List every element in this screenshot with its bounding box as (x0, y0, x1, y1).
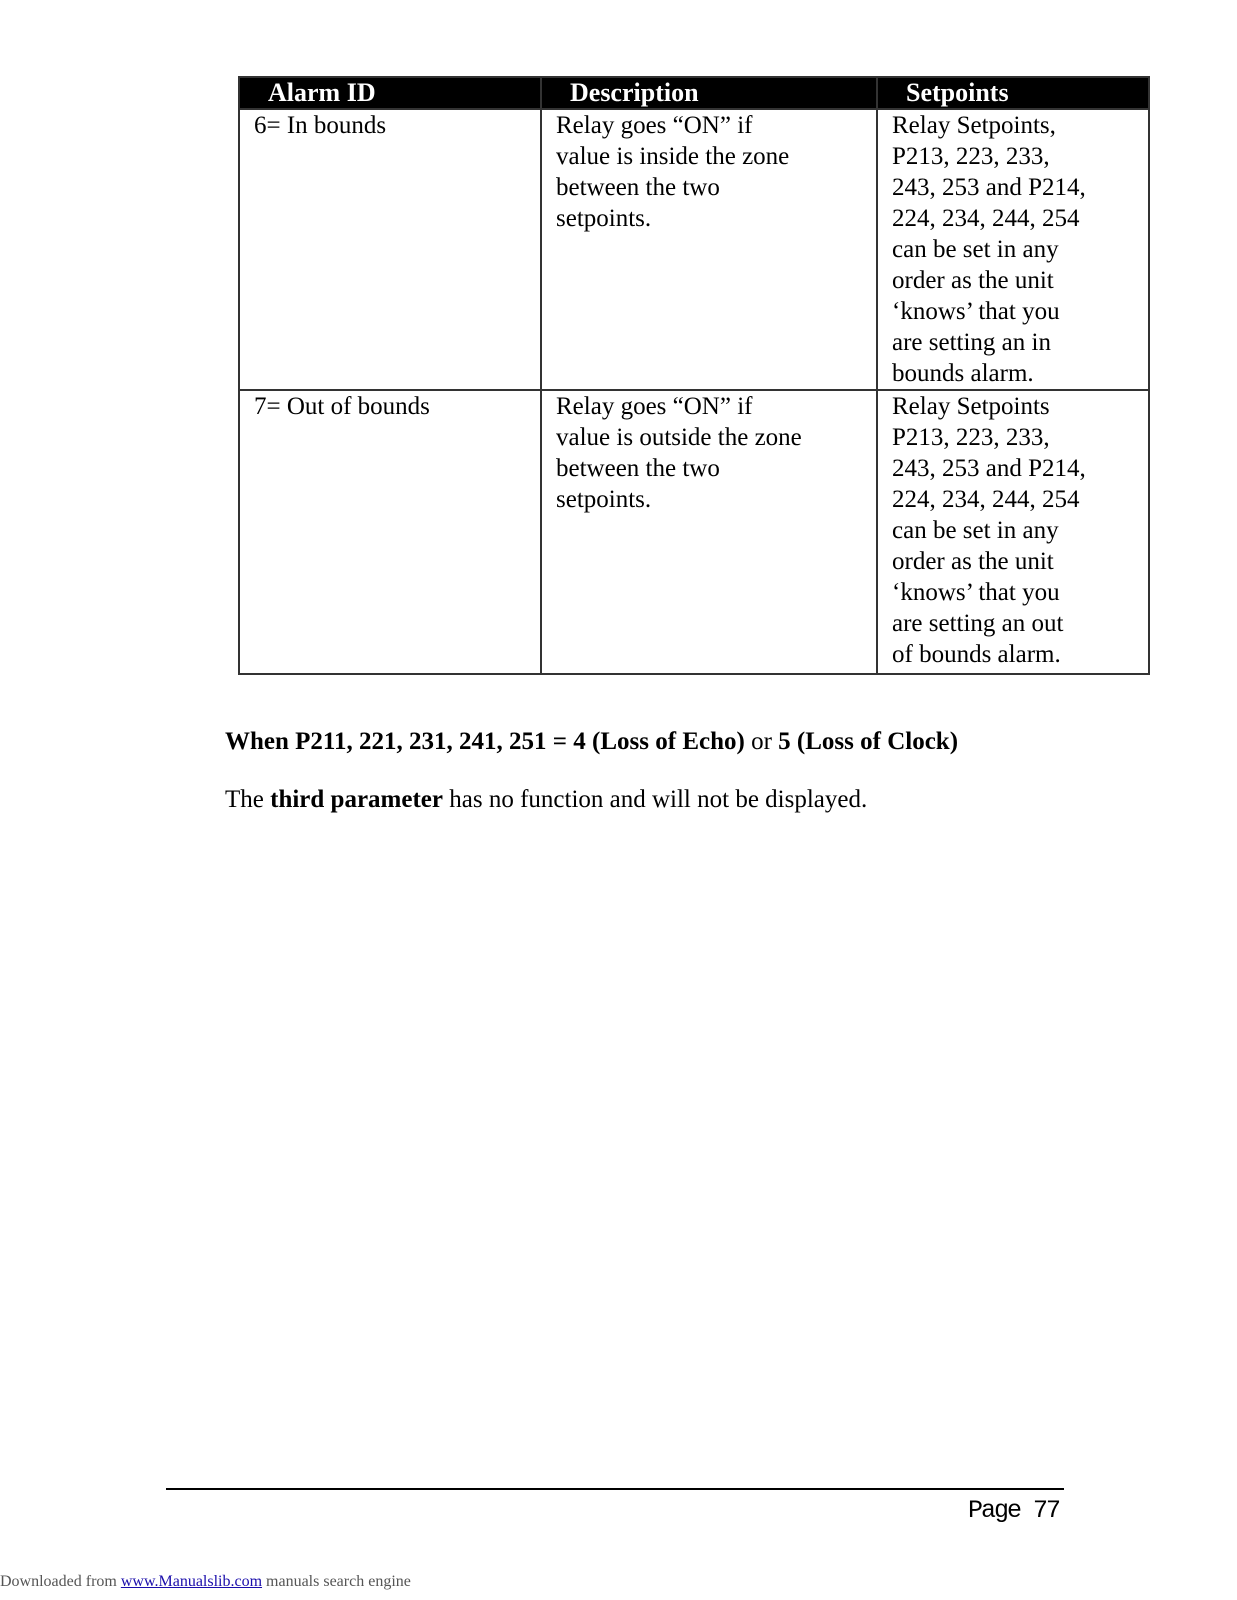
text-line: of bounds alarm. (892, 641, 1061, 668)
manualslib-link[interactable]: www.Manualslib.com (120, 1573, 263, 1590)
header-alarm-id: Alarm ID (239, 77, 541, 109)
para-bold-term: third parameter (270, 786, 443, 813)
text-line: are setting an out (892, 610, 1064, 637)
text-line: order as the unit (892, 267, 1054, 294)
text-line: between the two (556, 174, 720, 201)
para-suffix: has no function and will not be displayed. (443, 786, 868, 813)
text-line: value is inside the zone (556, 143, 790, 170)
text-line: can be set in any (892, 517, 1059, 544)
text-line: setpoints. (556, 486, 652, 513)
header-description: Description (541, 77, 877, 109)
table-header-row (239, 77, 1149, 109)
text-line: value is outside the zone (556, 424, 802, 451)
table-row (239, 109, 1149, 390)
text-line: 224, 234, 244, 254 (892, 486, 1080, 513)
header-setpoints: Setpoints (877, 77, 1149, 109)
text-line: P213, 223, 233, (892, 424, 1050, 451)
text-line: are setting an in (892, 329, 1051, 356)
heading-condition: When P211, 221, 231, 241, 251 = 4 (Loss of Echo) (225, 728, 745, 755)
text-line: between the two (556, 455, 720, 482)
section-heading (225, 728, 958, 756)
text-line: 224, 234, 244, 254 (892, 205, 1080, 232)
text-line: bounds alarm. (892, 360, 1034, 387)
setpoints-cell (877, 390, 1149, 674)
text-line: Relay goes “ON” if (556, 393, 753, 420)
text-line: Relay goes “ON” if (556, 112, 753, 139)
footer-prefix: Downloaded from (0, 1573, 121, 1590)
text-line: order as the unit (892, 548, 1054, 575)
setpoints-cell (877, 109, 1149, 390)
description-cell (541, 109, 877, 390)
alarm-id-cell: 6= In bounds (239, 109, 541, 390)
heading-alternative: 5 (Loss of Clock) (778, 728, 959, 755)
text-line: Relay Setpoints, (892, 112, 1056, 139)
description-cell (541, 390, 877, 674)
text-line: 243, 253 and P214, (892, 455, 1086, 482)
alarm-table (238, 76, 1150, 675)
text-line: can be set in any (892, 236, 1059, 263)
page-number: Page 77 (968, 1496, 1060, 1525)
text-line: ‘knows’ that you (892, 298, 1060, 325)
heading-or: or (744, 728, 779, 755)
text-line: ‘knows’ that you (892, 579, 1060, 606)
text-line: setpoints. (556, 205, 652, 232)
alarm-id-cell: 7= Out of bounds (239, 390, 541, 674)
text-line: 243, 253 and P214, (892, 174, 1086, 201)
footer-suffix: manuals search engine (262, 1573, 411, 1590)
text-line: P213, 223, 233, (892, 143, 1050, 170)
text-line: Relay Setpoints (892, 393, 1050, 420)
para-prefix: The (225, 786, 271, 813)
download-footer (0, 1573, 411, 1591)
footer-rule (166, 1488, 1064, 1490)
table-row (239, 390, 1149, 674)
body-paragraph (225, 786, 867, 814)
